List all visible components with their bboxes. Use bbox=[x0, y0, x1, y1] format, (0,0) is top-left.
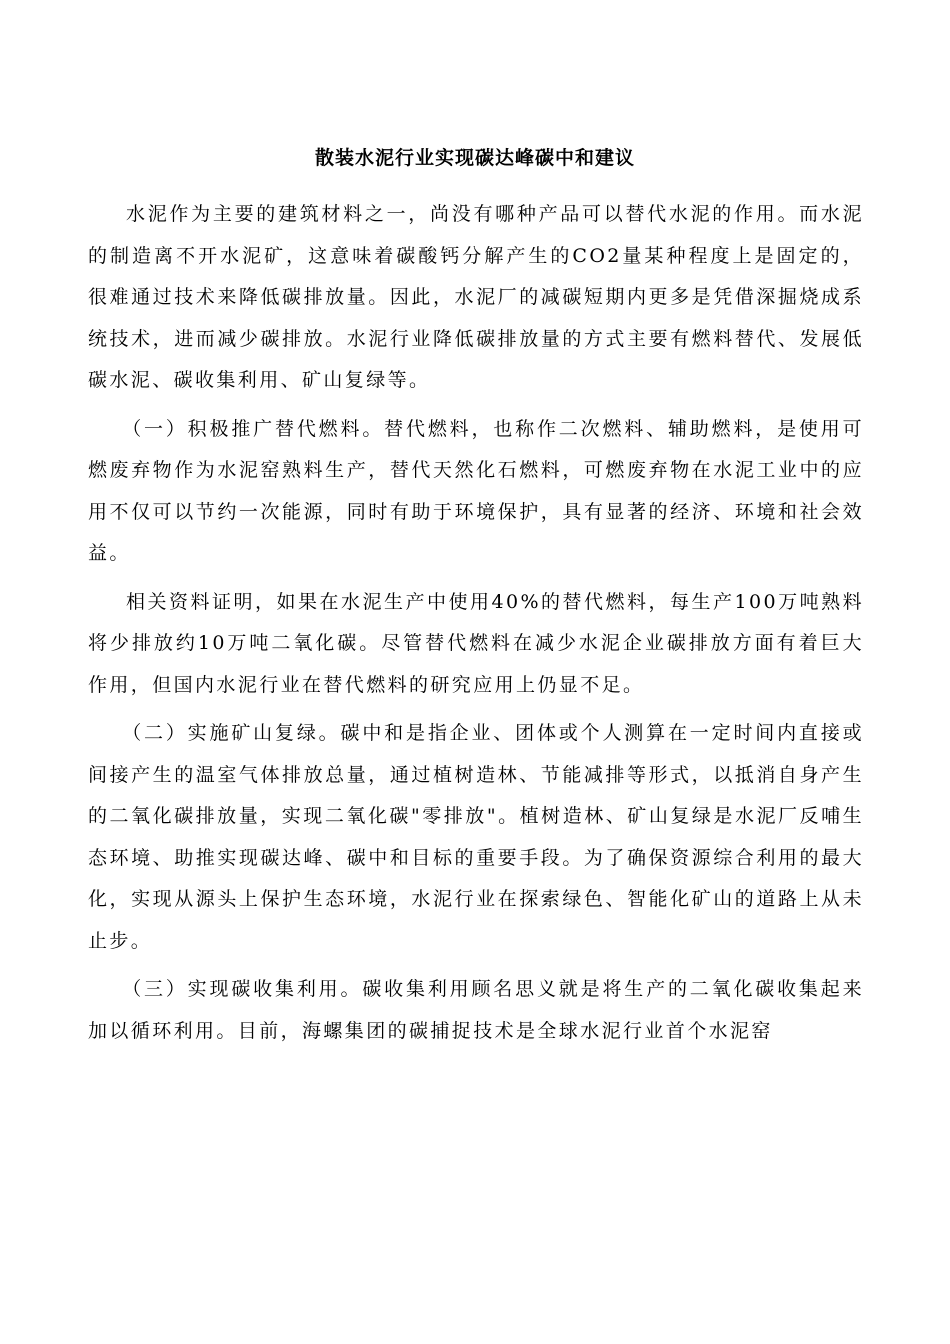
paragraph-section-3: （三）实现碳收集利用。碳收集利用顾名思义就是将生产的二氧化碳收集起来加以循环利用。目前，海螺集团的碳捕捉技术是全球水泥行业首个水泥窑 bbox=[88, 978, 864, 1042]
paragraph-evidence: 相关资料证明，如果在水泥生产中使用40%的替代燃料，每生产100万吨熟料将少排放约10万吨二氧化碳。尽管替代燃料在减少水泥企业碳排放方面有着巨大作用，但国内水泥行业在替代燃料的研究应用上仍显不足。 bbox=[88, 590, 864, 696]
document-title: 散装水泥行业实现碳达峰碳中和建议 bbox=[314, 147, 635, 169]
paragraph-section-1: （一）积极推广替代燃料。替代燃料，也称作二次燃料、辅助燃料，是使用可燃废弃物作为水泥窑熟料生产，替代天然化石燃料，可燃废弃物在水泥工业中的应用不仅可以节约一次能源，同时有助于环境保护，具有显著的经济、环境和社会效益。 bbox=[88, 417, 864, 564]
paragraph-section-2: （二）实施矿山复绿。碳中和是指企业、团体或个人测算在一定时间内直接或间接产生的温室气体排放总量，通过植树造林、节能减排等形式，以抵消自身产生的二氧化碳排放量，实现二氧化碳"零排放"。植树造林、矿山复绿是水泥厂反哺生态环境、助推实现碳达峰、碳中和目标的重要手段。为了确保资源综合利用的最大化，实现从源头上保护生态环境，水泥行业在探索绿色、智能化矿山的道路上从未止步。 bbox=[88, 722, 864, 952]
document-body bbox=[88, 194, 864, 1059]
paragraph-intro: 水泥作为主要的建筑材料之一，尚没有哪种产品可以替代水泥的作用。而水泥的制造离不开水泥矿，这意味着碳酸钙分解产生的CO2量某种程度上是固定的，很难通过技术来降低碳排放量。因此，水泥厂的减碳短期内更多是凭借深掘烧成系统技术，进而减少碳排放。水泥行业降低碳排放量的方式主要有燃料替代、发展低碳水泥、碳收集利用、矿山复绿等。 bbox=[88, 203, 864, 391]
